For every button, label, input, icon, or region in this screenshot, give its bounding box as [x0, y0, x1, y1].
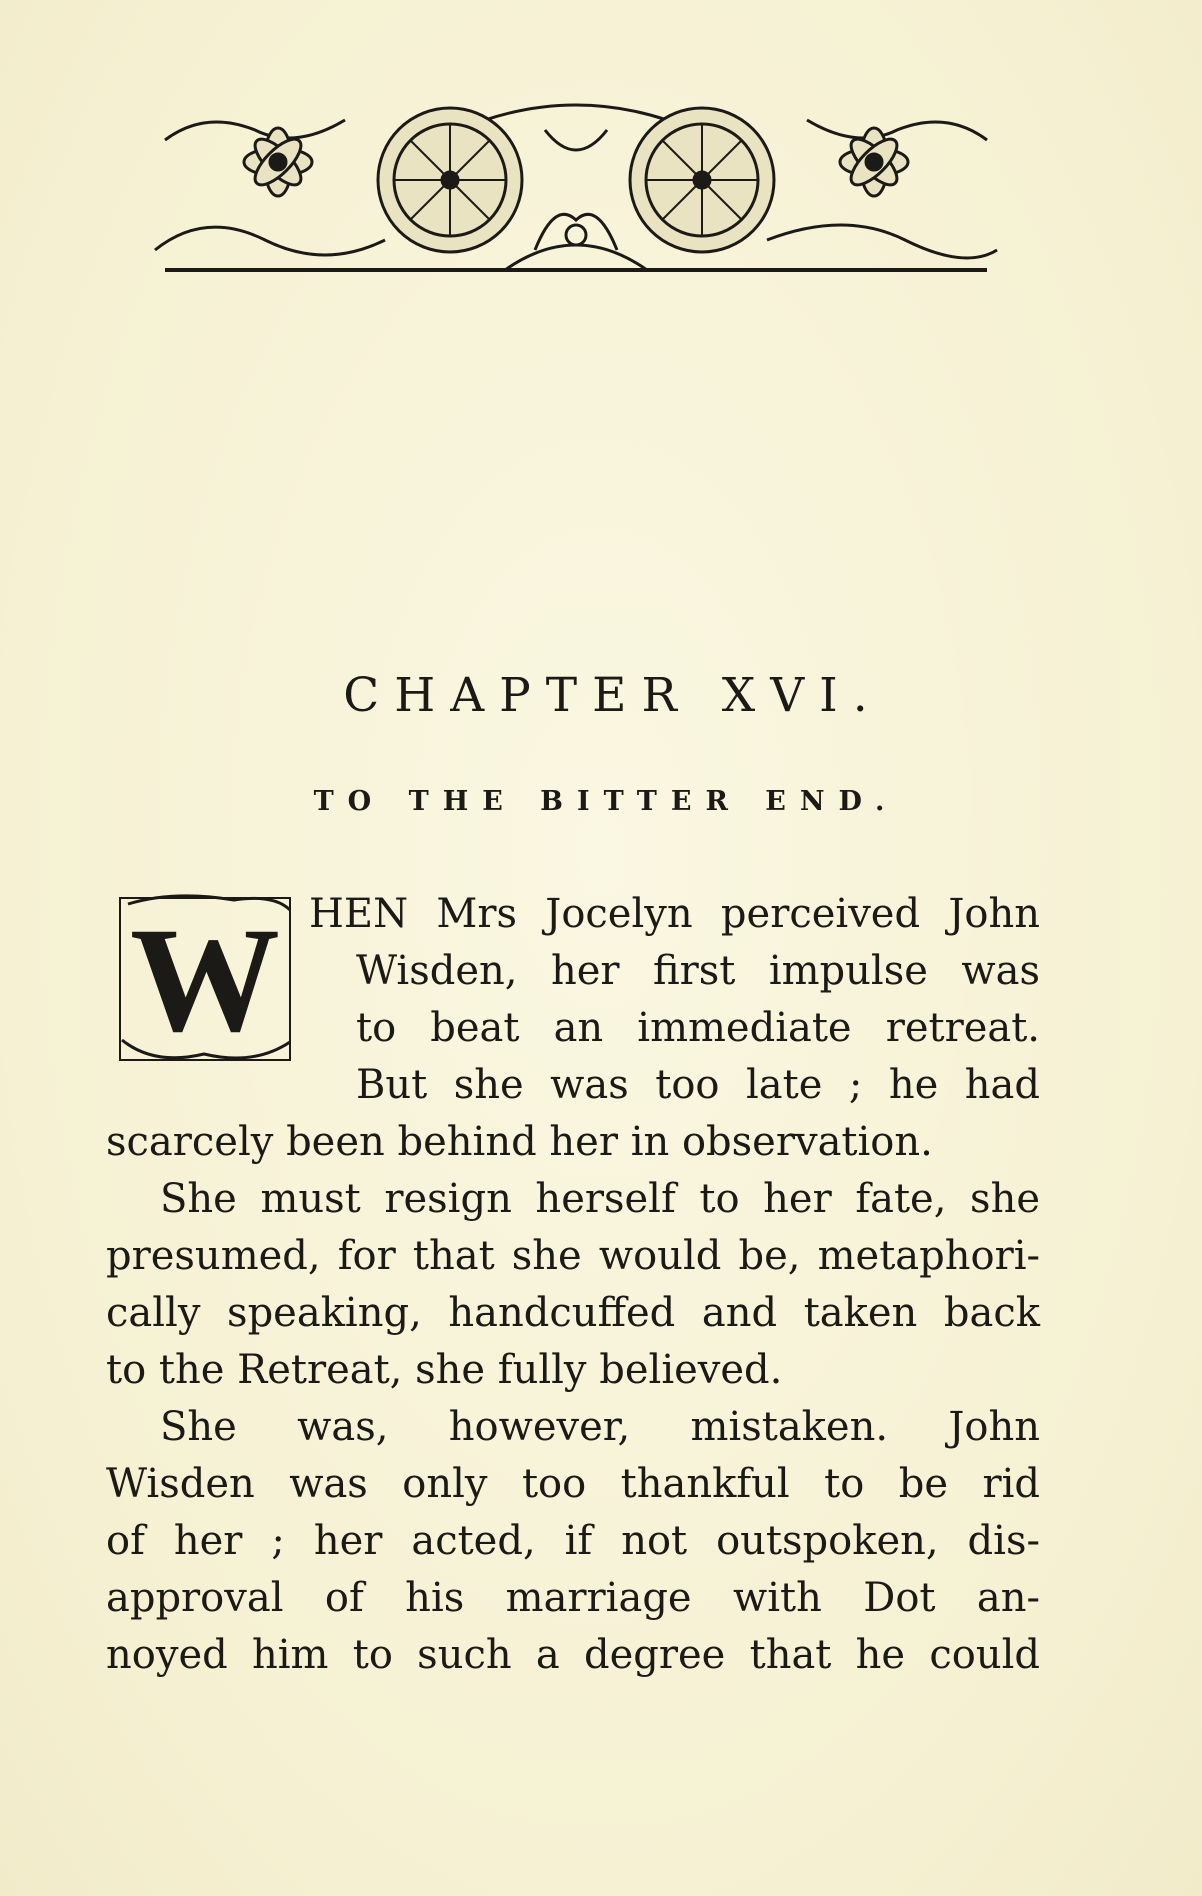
- text-line: to beat an immediate retreat.: [356, 1005, 1040, 1051]
- text-line: scarcely been behind her in observation.: [106, 1119, 933, 1165]
- text-line: HEN Mrs Jocelyn perceived John: [309, 891, 1040, 937]
- text-line: to the Retreat, she fully believed.: [106, 1347, 783, 1393]
- text-line: presumed, for that she would be, metaphori-: [106, 1233, 1040, 1279]
- text-line: cally speaking, handcuffed and taken back: [106, 1290, 1040, 1336]
- text-line: She must resign herself to her fate, she: [160, 1176, 1040, 1222]
- center-scroll: [535, 130, 617, 250]
- drop-cap-W: W: [130, 897, 280, 1063]
- text-line: approval of his marriage with Dot an-: [106, 1575, 1040, 1621]
- ornamental-headpiece: [145, 100, 1007, 280]
- chapter-title: TO THE BITTER END.: [313, 786, 899, 817]
- left-rosette: [378, 108, 522, 252]
- text-line: noyed him to such a degree that he could: [106, 1632, 1040, 1678]
- chapter-heading: CHAPTER XVI.: [343, 668, 883, 723]
- drop-cap-letter: [114, 890, 296, 1070]
- text-line: Wisden, her first impulse was: [356, 948, 1040, 994]
- right-rosette: [630, 108, 774, 252]
- text-line: She was, however, mistaken. John: [160, 1404, 1040, 1450]
- text-line: Wisden was only too thankful to be rid: [106, 1461, 1040, 1507]
- text-line: of her ; her acted, if not outspoken, dis-: [106, 1518, 1040, 1564]
- text-line: But she was too late ; he had: [356, 1062, 1040, 1108]
